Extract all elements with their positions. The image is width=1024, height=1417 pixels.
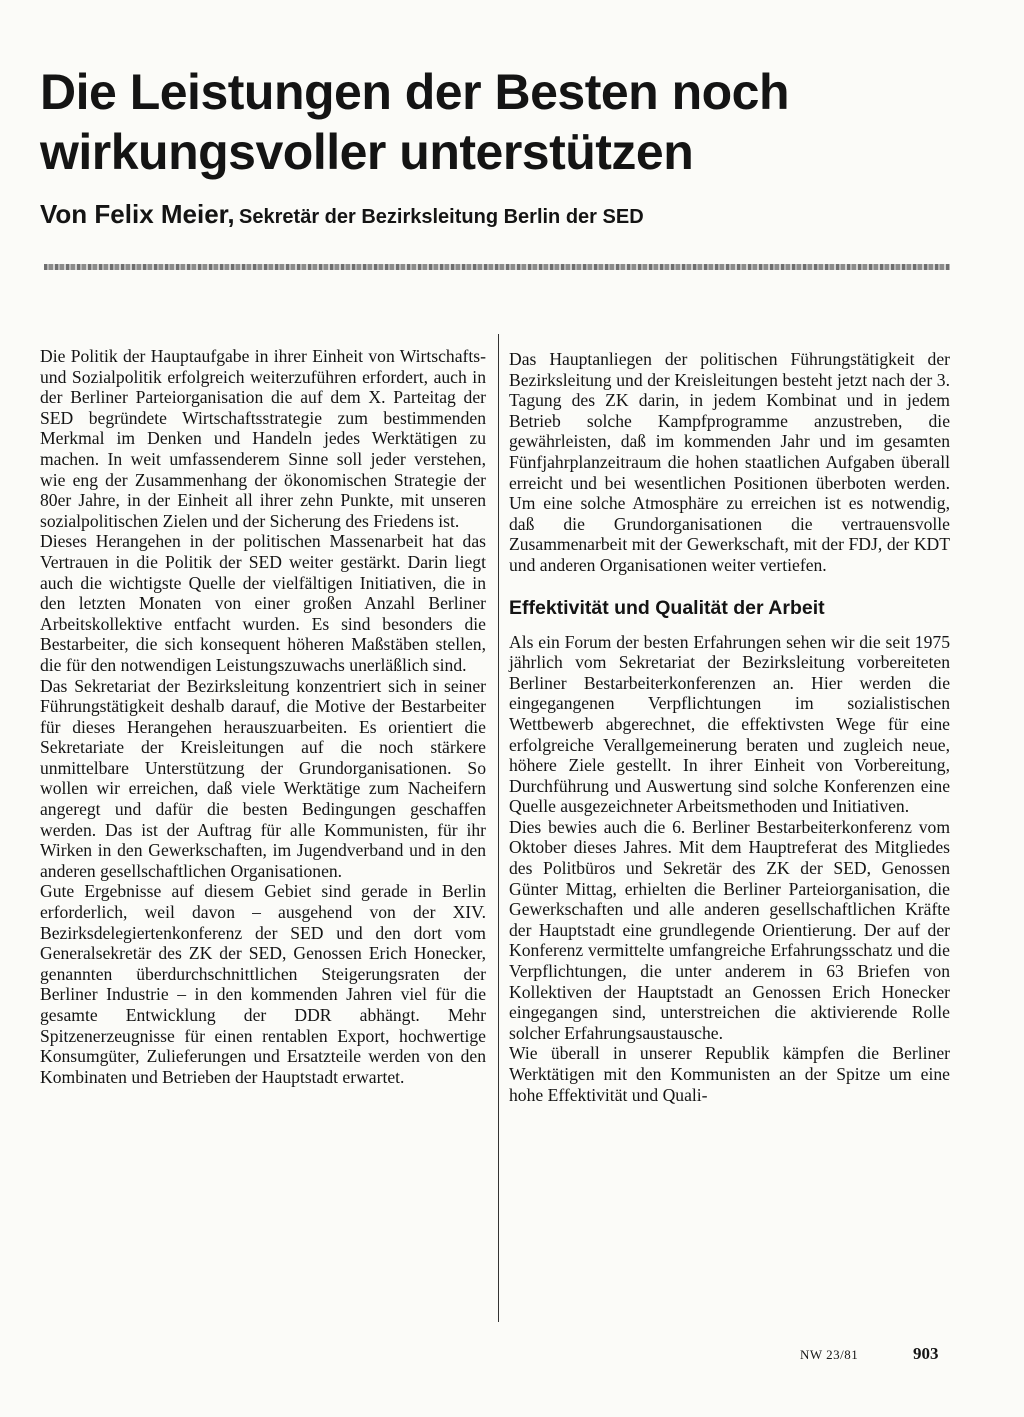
issue-reference: NW 23/81	[800, 1347, 859, 1362]
paragraph: Wie überall in unserer Republik kämpfen die Berliner Werktätigen mit den Kommunisten an der Spitze um eine hohe Effektivität und Quali-	[509, 1043, 950, 1105]
article-title-line-2: wirkungsvoller unterstützen	[40, 124, 694, 180]
text-column-left	[40, 346, 486, 1087]
paragraph: Dieses Herangehen in der politischen Massenarbeit hat das Vertrauen in die Politik der SED weiter gestärkt. Darin liegt auch die wichtigste Quelle der vielfältigen Initiativen, die in den letzten Monaten von einer großen Anzahl Berliner Arbeitskollektive entfacht wurden. Es sind besonders die Bestarbeiter, die sich konsequent höheren Maßstäben stellen, die für den notwendigen Leistungszuwachs unerläßlich sind.	[40, 531, 486, 675]
section-subheading: Effektivität und Qualität der Arbeit	[509, 596, 825, 619]
paragraph: Gute Ergebnisse auf diesem Gebiet sind gerade in Berlin erforderlich, weil davon – ausgehend von der XIV. Bezirksdelegiertenkonferenz der SED und den dort vom Generalsekretär des ZK der SED, Genossen Erich Honecker, genannten überdurchschnittlichen Steigerungsraten der Berliner Industrie – in den kommenden Jahren viel für die gesamte Entwicklung der DDR abhängt. Mehr Spitzenerzeugnisse für einen rentablen Export, hochwertige Konsumgüter, Zulieferungen und Ersatzteile werden von den Kombinaten und Betrieben der Hauptstadt erwartet.	[40, 881, 486, 1087]
decorative-rule	[44, 264, 950, 270]
paragraph: Als ein Forum der besten Erfahrungen sehen wir die seit 1975 jährlich vom Sekretariat der Bezirksleitung vorbereiteten Berliner Bestarbeiterkonferenzen an. Hier werden die eingegangenen Verpflichtungen im sozialistischen Wettbewerb abgerechnet, die effektivsten Wege für eine erfolgreiche Verallgemeinerung beraten und zugleich neue, höhere Ziele gestellt. In ihrer Einheit von Vorbereitung, Durchführung und Auswertung sind solche Konferenzen eine Quelle ausgezeichneter Arbeitsmethoden und Initiativen.	[509, 631, 950, 817]
paragraph: Die Politik der Hauptaufgabe in ihrer Einheit von Wirtschafts- und Sozialpolitik erfolgreich weiterzuführen erfordert, auch in der Berliner Parteiorganisation die auf dem X. Parteitag der SED begründete Wirtschaftsstrategie zum bestimmenden Merkmal im Denken und Handeln jedes Werktätigen zu machen. In weit umfassenderem Sinne soll jeder verstehen, wie eng der Zusammenhang der ökonomischen Strategie der 80er Jahre, in der Einheit all ihrer zehn Punkte, mit unseren sozialpolitischen Zielen und der Sicherung des Friedens ist.	[40, 346, 486, 531]
article-title	[40, 62, 970, 182]
paragraph: Das Hauptanliegen der politischen Führungstätigkeit der Bezirksleitung und der Kreisleitungen besteht jetzt nach der 3. Tagung des ZK darin, in jedem Kombinat und in jedem Betrieb solche Kampfprogramme anzustreben, die gewährleisten, daß im kommenden Jahr und im gesamten Fünfjahrplanzeitraum die hohen staatlichen Aufgaben überall erreicht und bei wesentlichen Positionen überboten werden. Um eine solche Atmosphäre zu erreichen ist es notwendig, daß die Grundorganisationen die vertrauensvolle Zusammenarbeit mit der Gewerkschaft, mit der FDJ, der KDT und anderen Organisationen weiter vertiefen.	[509, 349, 950, 575]
column-divider	[498, 334, 499, 1322]
paragraph: Dies bewies auch die 6. Berliner Bestarbeiterkonferenz vom Oktober dieses Jahres. Mit dem Hauptreferat des Mitgliedes des Politbüros und Sekretär des ZK der SED, Genossen Günter Mittag, erhielten die Berliner Parteiorganisation, die Gewerkschaften und alle anderen gesellschaftlichen Kräfte der Hauptstadt eine grundlegende Orientierung. Der auf der Konferenz vermittelte umfangreiche Erfahrungsschatz und die Verpflichtungen, die unter anderem in 63 Briefen von Kollektiven der Hauptstadt an Genossen Erich Honecker eingegangen sind, unterstreichen die aktivierende Rolle solcher Erfahrungsaustausche.	[509, 816, 950, 1043]
text-column-right	[509, 349, 950, 1105]
author-name: Von Felix Meier,	[40, 199, 235, 229]
byline	[40, 199, 644, 230]
paragraph: Das Sekretariat der Bezirksleitung konzentriert sich in seiner Führungstätigkeit deshalb darauf, die Motive der Bestarbeiter für dieses Herangehen herauszuarbeiten. Es orientiert die Sekretariate der Kreisleitungen auf die noch stärkere unmittelbare Unterstützung der Grundorganisationen. So wollen wir erreichen, daß viele Werktätige zum Nacheifern angeregt und dafür die besten Bedingungen geschaffen werden. Das ist der Auftrag für alle Kommunisten, für ihr Wirken in den Gewerkschaften, im Jugendverband und in den anderen gesellschaftlichen Organisationen.	[40, 675, 486, 881]
author-role: Sekretär der Bezirksleitung Berlin der SED	[239, 206, 644, 228]
article-title-line-1: Die Leistungen der Besten noch	[40, 64, 790, 120]
page-number: 903	[913, 1344, 939, 1363]
